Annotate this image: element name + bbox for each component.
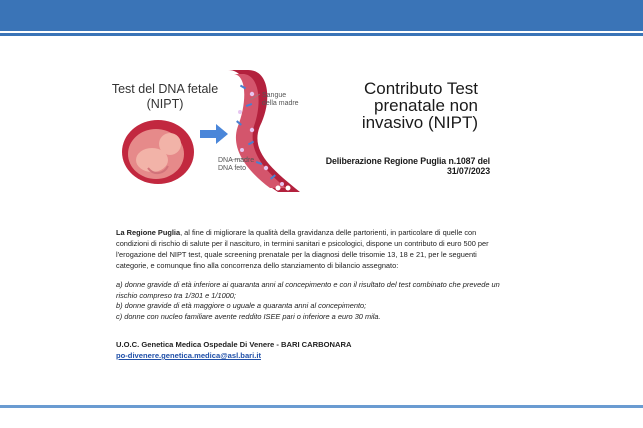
unit-name: U.O.C. Genetica Medica Ospedale Di Venere - BARI CARBONARA (116, 340, 352, 349)
eligibility-list (116, 280, 501, 322)
label-dna (218, 157, 268, 173)
email-link[interactable]: po-divenere.genetica.medica@asl.bari.it (116, 351, 261, 360)
label-dna-madre: DNA madre (218, 157, 255, 164)
list-item: a) donne gravide di età inferiore ai quaranta anni al concepimento e con il risultato del test combinato che prevede un rischio compreso tra 1/301 e 1/1000; (116, 280, 500, 300)
footer-divider (0, 405, 643, 408)
illustration-title: Test del DNA fetale (NIPT) (111, 82, 219, 111)
intro-text: , al fine di migliorare la qualità della gravidanza delle partorienti, in particolare di quelle con condizioni di rischio di salute per il nascituro, in termini sanitari e psicologici, dispone un contributo di euro 500 per l'erogazione del NIPT test, quale screening prenatale per la diagnosi delle trisomie 13, 18 e 21, per le seguenti categorie, e comunque fino alla concorrenza dello stanziamento di bilancio assegnato: (116, 228, 489, 270)
top-header-bar (0, 0, 643, 31)
deliberation-reference: Deliberazione Regione Puglia n.1087 del 31/07/2023 (325, 156, 490, 176)
label-maternal-blood: Sangue della madre (262, 92, 299, 107)
slide-title: Contributo Test prenatale non invasivo (NIPT) (361, 79, 478, 132)
label-dna-feto: DNA feto (218, 165, 247, 172)
list-item: c) donne con nucleo familiare avente reddito ISEE pari o inferiore a euro 30 mila. (116, 311, 381, 321)
intro-paragraph (116, 227, 501, 271)
intro-bold: La Regione Puglia (116, 228, 181, 237)
list-item: b) donne gravide di età maggiore o uguale a quaranta anni al concepimento; (116, 301, 367, 310)
header-divider (0, 33, 643, 36)
